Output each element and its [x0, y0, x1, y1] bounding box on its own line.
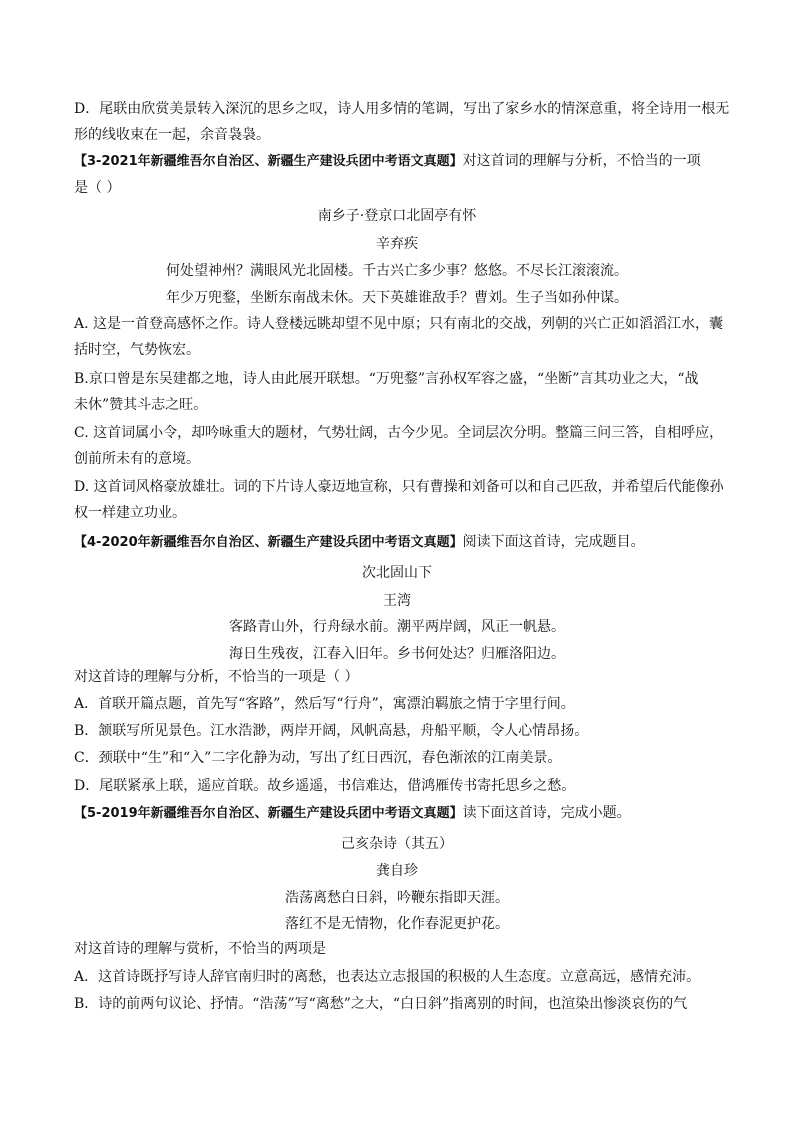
- q4-verse-2: 海日生残夜，江春入旧年。乡书何处达？归雁洛阳边。: [229, 646, 565, 662]
- q4-verse-1: 客路青山外，行舟绿水前。潮平两岸阔，风正一帆悬。: [229, 619, 565, 635]
- q5-stem: 【5-2019年新疆维吾尔自治区、新疆生产建设兵团中考语文真题】读下面这首诗，完成小题。: [74, 805, 631, 821]
- q3-stem-line1: 对这首词的理解与分析，不恰当的一项: [462, 153, 701, 169]
- q4-stem: 【4-2020年新疆维吾尔自治区、新疆生产建设兵团中考语文真题】阅读下面这首诗，完成题目。: [74, 534, 645, 550]
- q2-option-d-line2: 形的线收束在一起，余音袅袅。: [74, 127, 270, 143]
- q3-verse-1: 何处望神州？满眼风光北固楼。千古兴亡多少事？悠悠。不尽长江滚滚流。: [166, 263, 628, 279]
- q5-poem-author: 龚自珍: [376, 863, 418, 879]
- q3-option-c: C. 这首词属小令，却吟咏重大的题材，气势壮阔，古今少见。全词层次分明。整篇三问三答，自相呼应， 创前所未有的意境。: [74, 425, 724, 467]
- q3-verse-2: 年少万兜鍪，坐断东南战未休。天下英雄谁敌手？曹刘。生子当如孙仲谋。: [166, 290, 628, 306]
- q3-poem-author: 辛弃疾: [376, 236, 418, 252]
- q3-stem-line2: 是（ ）: [74, 180, 121, 196]
- q5-poem-title: 己亥杂诗（其五）: [341, 836, 453, 852]
- q3-option-b: B.京口曾是东吴建都之地，诗人由此展开联想。“万兜鍪”言孙权军容之盛，“坐断”言其功业之大，“战 未休”赞其斗志之旺。: [74, 371, 699, 413]
- q3-option-a: A. 这是一首登高感怀之作。诗人登楼远眺却望不见中原；只有南北的交战，列朝的兴亡正如滔滔江水，囊 括时空，气势恢宏。: [74, 316, 724, 358]
- q4-option-c: C．颈联中“生”和“入”二字化静为动，写出了红日西沉，春色渐浓的江南美景。: [74, 750, 562, 766]
- q5-option-a: A．这首诗既抒写诗人辞官南归时的离愁，也表达立志报国的积极的人生态度。立意高远，感情充沛。: [74, 969, 701, 985]
- q5-option-b: B．诗的前两句议论、抒情。“浩荡”写“离愁”之大，“白日斜”指离别的时间，也渲染出惨淡哀伤的气: [74, 996, 688, 1012]
- q4-question: 对这首诗的理解与分析，不恰当的一项是（ ）: [74, 669, 359, 685]
- q5-verse-1: 浩荡离愁白日斜，吟鞭东指即天涯。: [285, 890, 509, 906]
- q3-poem-title: 南乡子·登京口北固亭有怀: [317, 208, 477, 224]
- q5-verse-2: 落红不是无情物，化作春泥更护花。: [285, 916, 509, 932]
- q2-option-d: [74, 96, 734, 148]
- q4-option-a: A．首联开篇点题，首先写“客路”，然后写“行舟”，寓漂泊羁旅之情于字里行间。: [74, 696, 575, 712]
- q5-question: 对这首诗的理解与赏析，不恰当的两项是: [74, 941, 326, 957]
- q3-source: 【3-2021年新疆维吾尔自治区、新疆生产建设兵团中考语文真题】: [74, 154, 463, 169]
- q4-poem-title: 次北固山下: [362, 565, 432, 581]
- q5-source: 【5-2019年新疆维吾尔自治区、新疆生产建设兵团中考语文真题】: [74, 806, 463, 821]
- q4-option-b: B．颔联写所见景色。江水浩渺，两岸开阔，风帆高悬，舟船平顺，令人心情昂扬。: [74, 723, 589, 739]
- q4-source: 【4-2020年新疆维吾尔自治区、新疆生产建设兵团中考语文真题】: [74, 535, 463, 550]
- q3-option-d: D. 这首词风格豪放雄壮。词的下片诗人豪迈地宣称，只有曹操和刘备可以和自己匹敌，并希望后代能像孙 权一样建立功业。: [74, 479, 724, 521]
- q4-poem-author: 王湾: [383, 593, 411, 609]
- q3-stem: [74, 148, 734, 201]
- q2-option-d-line1: D．尾联由欣赏美景转入深沉的思乡之叹，诗人用多情的笔调，写出了家乡水的情深意重，将全诗用一根无: [74, 101, 730, 117]
- q4-option-d: D．尾联紧承上联，遥应首联。故乡遥遥，书信难达，借鸿雁传书寄托思乡之愁。: [74, 778, 576, 794]
